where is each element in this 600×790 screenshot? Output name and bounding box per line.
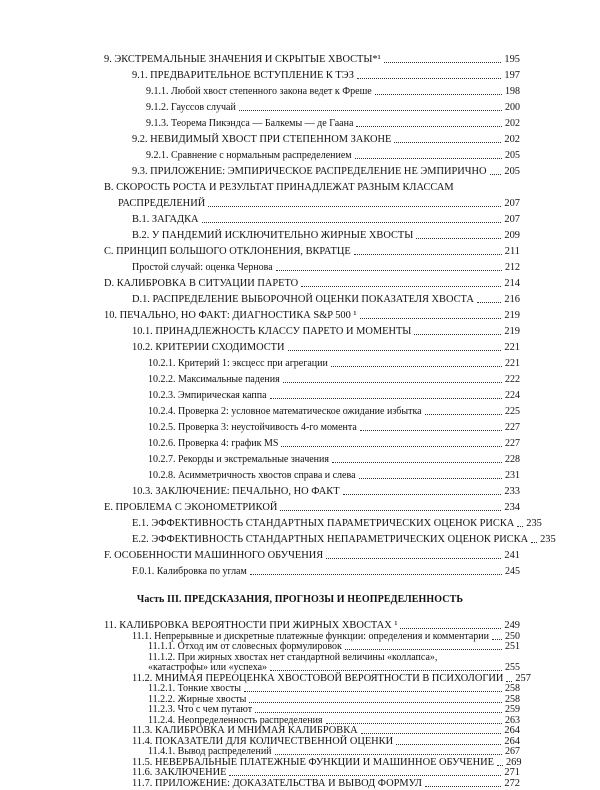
toc-entry-title: 10. ПЕЧАЛЬНО, НО ФАКТ: ДИАГНОСТИКА S&P 500 ¹ bbox=[104, 310, 357, 321]
toc-entry-page: 258 bbox=[505, 683, 520, 694]
toc-entry-title: F. ОСОБЕННОСТИ МАШИННОГО ОБУЧЕНИЯ bbox=[104, 550, 324, 561]
toc-entry[interactable] bbox=[0, 548, 600, 562]
toc-entry-page: 219 bbox=[504, 310, 520, 321]
toc-entry-page: 251 bbox=[505, 641, 520, 652]
toc-entry-title: D. КАЛИБРОВКА В СИТУАЦИИ ПАРЕТО bbox=[104, 278, 299, 289]
toc-entry[interactable] bbox=[0, 212, 600, 226]
toc-entry-title: 9.1.2. Гауссов случай bbox=[146, 102, 236, 113]
dot-leader bbox=[280, 510, 501, 511]
toc-entry-title: 9.1.1. Любой хвост степенного закона ведет к Фреше bbox=[146, 86, 372, 97]
dot-leader bbox=[239, 110, 502, 111]
toc-entry-title: 11.2. МНИМАЯ ПЕРЕОЦЕНКА ХВОСТОВОЙ ВЕРОЯТНОСТИ В ПСИХОЛОГИИ bbox=[132, 672, 504, 684]
toc-entry-page: 263 bbox=[505, 714, 520, 726]
toc-entry[interactable] bbox=[0, 356, 600, 370]
part-title: Часть III. ПРЕДСКАЗАНИЯ, ПРОГНОЗЫ И НЕОПРЕДЕЛЕННОСТЬ bbox=[136, 594, 464, 605]
toc-entry-title: 11.1.1. Отход им от словесных формулировок bbox=[148, 641, 342, 652]
toc-entry-page: 233 bbox=[504, 486, 520, 497]
toc-entry[interactable] bbox=[0, 468, 600, 482]
toc-entry-continued[interactable] bbox=[0, 196, 600, 210]
toc-entry[interactable] bbox=[0, 68, 600, 82]
toc-entry[interactable] bbox=[0, 452, 600, 466]
toc-entry[interactable] bbox=[0, 388, 600, 402]
toc-entry-page: 207 bbox=[504, 214, 520, 225]
toc-entry-title: 10.2.2. Максимальные падения bbox=[148, 374, 280, 385]
toc-entry[interactable] bbox=[0, 292, 600, 306]
toc-entry[interactable] bbox=[0, 308, 600, 322]
toc-entry[interactable] bbox=[0, 340, 600, 354]
toc-entry[interactable] bbox=[0, 244, 600, 258]
toc-entry-title: 9. ЭКСТРЕМАЛЬНЫЕ ЗНАЧЕНИЯ И СКРЫТЫЕ ХВОСТЫ*¹ bbox=[104, 54, 381, 65]
toc-entry-page: 205 bbox=[504, 166, 520, 177]
toc-entry[interactable] bbox=[0, 484, 600, 498]
dot-leader bbox=[414, 334, 501, 335]
toc-entry[interactable] bbox=[0, 776, 600, 790]
toc-entry-title: 9.2.1. Сравнение с нормальным распределением bbox=[146, 150, 352, 161]
toc-entry[interactable] bbox=[0, 164, 600, 178]
toc-entry-page: 245 bbox=[505, 566, 520, 577]
toc-entry-title: 11. КАЛИБРОВКА ВЕРОЯТНОСТИ ПРИ ЖИРНЫХ ХВОСТАХ ¹ bbox=[104, 620, 398, 631]
toc-entry[interactable] bbox=[0, 84, 600, 98]
toc-entry-page: 271 bbox=[504, 767, 520, 778]
toc-entry-page: 200 bbox=[505, 102, 520, 113]
toc-entry-page: 257 bbox=[515, 672, 531, 684]
toc-entry-page: 250 bbox=[505, 630, 520, 642]
toc-entry-title: E.2. ЭФФЕКТИВНОСТЬ СТАНДАРТНЫХ НЕПАРАМЕТРИЧЕСКИХ ОЦЕНОК РИСКА bbox=[132, 534, 529, 545]
toc-entry[interactable] bbox=[0, 276, 600, 290]
dot-leader bbox=[288, 350, 502, 351]
toc-entry-page: 214 bbox=[504, 278, 520, 289]
dot-leader bbox=[331, 366, 502, 367]
dot-leader bbox=[416, 238, 501, 239]
toc-entry-page: 235 bbox=[540, 534, 556, 545]
toc-entry-page: 269 bbox=[505, 756, 522, 768]
dot-leader bbox=[357, 78, 501, 79]
toc-entry[interactable] bbox=[0, 116, 600, 130]
toc-entry-page: 267 bbox=[505, 746, 520, 757]
toc-entry-page: 222 bbox=[505, 374, 520, 385]
toc-entry-page: 227 bbox=[505, 422, 520, 433]
toc-entry[interactable] bbox=[0, 52, 600, 66]
toc-entry[interactable] bbox=[0, 532, 600, 546]
dot-leader bbox=[202, 222, 502, 223]
toc-entry-page: 197 bbox=[504, 70, 520, 81]
toc-entry-page: 227 bbox=[505, 438, 520, 449]
dot-leader bbox=[276, 270, 502, 271]
toc-entry-page: 221 bbox=[505, 358, 520, 369]
dot-leader bbox=[360, 318, 502, 319]
toc-entry[interactable] bbox=[0, 228, 600, 242]
toc-entry-title: «катастрофы» или «успеха» bbox=[148, 662, 268, 673]
toc-entry-title: 9.1.3. Теорема Пикэндса — Балкемы — де Гаана bbox=[146, 118, 354, 129]
toc-entry-title: 11.3. КАЛИБРОВКА И МНИМАЯ КАЛИБРОВКА bbox=[132, 725, 358, 736]
toc-entry-page: 212 bbox=[505, 262, 520, 273]
toc-entry[interactable] bbox=[0, 404, 600, 418]
dot-leader bbox=[355, 158, 502, 159]
toc-entry-page: 221 bbox=[504, 342, 520, 353]
toc-entry[interactable] bbox=[0, 260, 600, 274]
dot-leader bbox=[425, 414, 502, 415]
toc-entry-title: 11.2.4. Неопределенность распределения bbox=[148, 714, 323, 726]
toc-entry-title: Простой случай: оценка Чернова bbox=[132, 262, 273, 273]
toc-entry-title: 11.5. НЕВЕРБАЛЬНЫЕ ПЛАТЕЖНЫЕ ФУНКЦИИ И МАШИННОЕ ОБУЧЕНИЕ bbox=[132, 756, 494, 768]
toc-entry-title: 11.7. ПРИЛОЖЕНИЕ: ДОКАЗАТЕЛЬСТВА И ВЫВОД ФОРМУЛ bbox=[132, 777, 422, 789]
toc-entry-page: 241 bbox=[504, 550, 520, 561]
toc-entry-title: 11.2.2. Жирные хвосты bbox=[148, 693, 247, 705]
toc-entry-page: 198 bbox=[505, 86, 520, 97]
dot-leader bbox=[332, 462, 502, 463]
dot-leader bbox=[394, 142, 501, 143]
toc-entry-title: 10.2. КРИТЕРИИ СХОДИМОСТИ bbox=[132, 342, 285, 353]
toc-entry-title: 10.2.5. Проверка 3: неустойчивость 4-го момента bbox=[148, 422, 357, 433]
toc-entry-page: 259 bbox=[505, 704, 520, 715]
toc-entry[interactable] bbox=[0, 148, 600, 162]
dot-leader bbox=[356, 126, 502, 127]
dot-leader bbox=[360, 430, 502, 431]
toc-entry-title: 11.2.3. Что с чем путают bbox=[148, 704, 253, 715]
toc-entry[interactable] bbox=[0, 500, 600, 514]
toc-entry-title: 11.1. Непрерывные и дискретные платежные функции: определения и комментарии bbox=[132, 630, 489, 642]
toc-entry-title: E.1. ЭФФЕКТИВНОСТЬ СТАНДАРТНЫХ ПАРАМЕТРИЧЕСКИХ ОЦЕНОК РИСКА bbox=[132, 518, 515, 529]
toc-entry-title: D.1. РАСПРЕДЕЛЕНИЕ ВЫБОРОЧНОЙ ОЦЕНКИ ПОКАЗАТЕЛЯ ХВОСТА bbox=[132, 294, 474, 305]
dot-leader bbox=[208, 206, 501, 207]
toc-entry-title: 11.4. ПОКАЗАТЕЛИ ДЛЯ КОЛИЧЕСТВЕННОЙ ОЦЕНКИ bbox=[132, 735, 394, 747]
dot-leader bbox=[425, 786, 502, 787]
toc-entry-page: 205 bbox=[505, 150, 520, 161]
toc-entry-page: 228 bbox=[505, 454, 520, 465]
dot-leader bbox=[281, 446, 502, 447]
dot-leader bbox=[517, 526, 523, 527]
toc-entry-page: 219 bbox=[504, 326, 520, 337]
toc-entry-title: 9.1. ПРЕДВАРИТЕЛЬНОЕ ВСТУПЛЕНИЕ К ТЭЗ bbox=[132, 70, 354, 81]
toc-entry[interactable] bbox=[0, 372, 600, 386]
toc-entry-title: 9.3. ПРИЛОЖЕНИЕ: ЭМПИРИЧЕСКОЕ РАСПРЕДЕЛЕНИЕ НЕ ЭМПИРИЧНО bbox=[132, 166, 487, 177]
dot-leader bbox=[354, 254, 502, 255]
dot-leader bbox=[301, 286, 501, 287]
toc-entry-title: B.2. У ПАНДЕМИЙ ИСКЛЮЧИТЕЛЬНО ЖИРНЫЕ ХВОСТЫ bbox=[132, 230, 414, 241]
toc-entry[interactable] bbox=[0, 324, 600, 338]
toc-entry-title: 10.2.8. Асимметричность хвостов справа и слева bbox=[148, 470, 356, 481]
dot-leader bbox=[477, 302, 502, 303]
toc-entry-page: 255 bbox=[505, 662, 520, 673]
toc-entry-page: 234 bbox=[504, 502, 520, 513]
toc-entry-title: B.1. ЗАГАДКА bbox=[132, 214, 199, 225]
dot-leader bbox=[531, 542, 537, 543]
toc-entry-title: 9.2. НЕВИДИМЫЙ ХВОСТ ПРИ СТЕПЕННОМ ЗАКОНЕ bbox=[132, 134, 392, 145]
toc-entry[interactable] bbox=[0, 420, 600, 434]
toc-entry[interactable] bbox=[0, 100, 600, 114]
toc-entry[interactable] bbox=[0, 180, 600, 194]
toc-entry-page: 272 bbox=[504, 777, 520, 789]
toc-entry-title: 10.2.7. Рекорды и экстремальные значения bbox=[148, 454, 329, 465]
dot-leader bbox=[384, 62, 502, 63]
toc-entry-page: 202 bbox=[504, 134, 520, 145]
toc-entry-page: 224 bbox=[505, 390, 520, 401]
toc-entry-page: 195 bbox=[504, 54, 520, 65]
toc-entry-page: 235 bbox=[526, 518, 542, 529]
toc-entry-title: F.0.1. Калибровка по углам bbox=[132, 566, 247, 577]
dot-leader bbox=[343, 494, 502, 495]
toc-entry-title: 11.6. ЗАКЛЮЧЕНИЕ bbox=[132, 767, 227, 778]
toc-entry[interactable] bbox=[0, 436, 600, 450]
toc-entry-title: 10.2.3. Эмпирическая каппа bbox=[148, 390, 267, 401]
toc-entry-title: C. ПРИНЦИП БОЛЬШОГО ОТКЛОНЕНИЯ, ВКРАТЦЕ bbox=[104, 246, 351, 257]
toc-entry-title: 10.2.4. Проверка 2: условное математическое ожидание избытка bbox=[148, 406, 422, 417]
dot-leader bbox=[250, 574, 502, 575]
dot-leader bbox=[283, 382, 502, 383]
toc-entry-title: 10.1. ПРИНАДЛЕЖНОСТЬ КЛАССУ ПАРЕТО И МОМЕНТЫ bbox=[132, 326, 412, 337]
toc-entry-title: B. СКОРОСТЬ РОСТА И РЕЗУЛЬТАТ ПРИНАДЛЕЖАТ РАЗНЫМ КЛАССАМ bbox=[104, 182, 454, 193]
toc-entry-page: 258 bbox=[505, 693, 520, 705]
dot-leader bbox=[375, 94, 502, 95]
toc-entry-title: РАСПРЕДЕЛЕНИЙ bbox=[118, 198, 206, 209]
toc-entry[interactable] bbox=[0, 516, 600, 530]
toc-entry-title: 11.4.1. Вывод распределений bbox=[148, 746, 272, 757]
dot-leader bbox=[359, 478, 502, 479]
toc-entry-title: 10.2.6. Проверка 4: график MS bbox=[148, 438, 279, 449]
toc-entry[interactable] bbox=[0, 132, 600, 146]
toc-entry-page: 249 bbox=[504, 620, 520, 631]
toc-entry-page: 211 bbox=[504, 246, 520, 257]
toc-entry-title: E. ПРОБЛЕМА С ЭКОНОМЕТРИКОЙ bbox=[104, 502, 278, 513]
toc-entry-page: 209 bbox=[504, 230, 520, 241]
dot-leader bbox=[270, 398, 502, 399]
toc-entry-title: 11.2.1. Тонкие хвосты bbox=[148, 683, 241, 694]
toc-entry-title: 10.3. ЗАКЛЮЧЕНИЕ: ПЕЧАЛЬНО, НО ФАКТ bbox=[132, 486, 340, 497]
toc-entry-title: 10.2.1. Критерий 1: эксцесс при агрегации bbox=[148, 358, 328, 369]
dot-leader bbox=[326, 558, 501, 559]
toc-entry-page: 202 bbox=[505, 118, 520, 129]
toc-entry-page: 264 bbox=[504, 725, 520, 736]
toc-entry-page: 264 bbox=[504, 735, 520, 747]
toc-entry-title: 11.1.2. При жирных хвостах нет стандартной величины «коллапса», bbox=[148, 651, 438, 663]
toc-entry-page: 225 bbox=[505, 406, 520, 417]
toc-entry-page: 207 bbox=[504, 198, 520, 209]
dot-leader bbox=[490, 174, 502, 175]
toc-entry-page: 231 bbox=[505, 470, 520, 481]
toc-entry-page: 216 bbox=[504, 294, 520, 305]
toc-entry[interactable] bbox=[0, 564, 600, 578]
